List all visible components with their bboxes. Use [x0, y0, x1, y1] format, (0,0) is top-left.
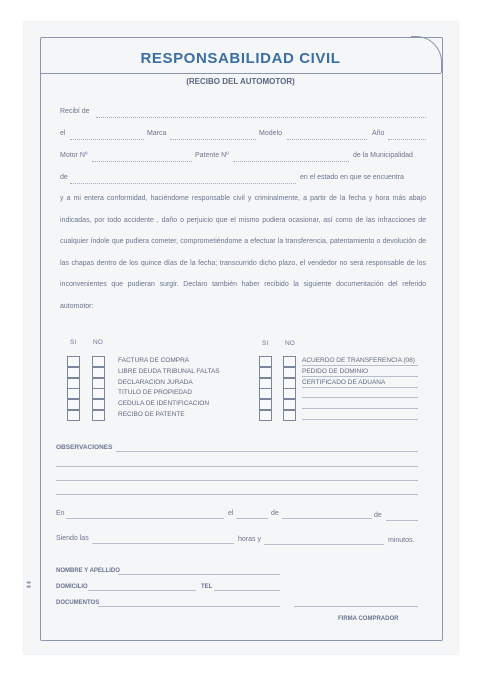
label-date-el: el	[228, 510, 234, 517]
checkbox-no-left-1[interactable]	[92, 367, 105, 378]
checkbox-no-right-0[interactable]	[283, 356, 296, 367]
label-el: el	[60, 130, 66, 137]
field-dia[interactable]	[236, 518, 268, 519]
checkbox-si-left-4[interactable]	[67, 399, 80, 410]
checkbox-si-left-1[interactable]	[67, 367, 80, 378]
checklist-item-left-5: RECIBO DE PATENTE	[118, 411, 185, 418]
label-marca: Marca	[147, 130, 167, 137]
checklist-line-right-2[interactable]	[302, 387, 418, 388]
field-patente[interactable]	[233, 161, 349, 162]
checkbox-no-left-4[interactable]	[92, 399, 105, 410]
checkbox-no-left-5[interactable]	[92, 410, 105, 421]
checkbox-no-right-5[interactable]	[283, 410, 296, 421]
checklist-item-right-2: CERTIFICADO DE ADUANA	[302, 379, 386, 386]
field-anio[interactable]	[386, 520, 418, 521]
obs-line-1[interactable]	[116, 451, 418, 452]
printer-mark: ▮ ▮	[26, 581, 32, 588]
obs-line-3[interactable]	[56, 480, 418, 481]
field-horas[interactable]	[92, 543, 234, 544]
checkbox-si-right-0[interactable]	[259, 356, 272, 367]
obs-line-4[interactable]	[56, 494, 418, 495]
label-municipalidad: de la Municipalidad	[353, 152, 413, 159]
declaration-paragraph: y a mi entera conformidad, haciéndome responsable civil y criminalmente, a partir de la fecha y hora más abajo indicadas, por todo accidente , daño o perjuicio que el mismo pudiera ocasionar, así como de las infracciones de cualquier índole que pudiera cometer, comprometiéndome a efectuar la transferencia, patentamiento o devolución de las chapas dentro de los quince días de la fecha; transcurrido dicho plazo, el vendedor no será responsable de los inconvenientes que pudieran surgir. Declaro también haber recibido la siguiente documentación del referido automotor:	[60, 195, 426, 310]
form-title: RESPONSABILIDAD CIVIL	[140, 50, 341, 67]
col-no-left: NO	[93, 339, 103, 346]
checkbox-si-right-5[interactable]	[259, 410, 272, 421]
field-minutos[interactable]	[264, 544, 384, 545]
form-subtitle: (RECIBO DEL AUTOMOTOR)	[186, 77, 295, 86]
label-patente: Patente Nº	[195, 152, 229, 159]
checkbox-no-left-3[interactable]	[92, 388, 105, 399]
checkbox-no-left-0[interactable]	[92, 356, 105, 367]
checkbox-no-right-4[interactable]	[283, 399, 296, 410]
checklist-item-left-1: LIBRE DEUDA TRIBUNAL FALTAS	[118, 368, 220, 375]
label-modelo: Modelo	[259, 130, 282, 137]
label-minutos: minutos.	[388, 537, 415, 544]
checkbox-si-right-1[interactable]	[259, 367, 272, 378]
label-en: En	[56, 510, 65, 517]
checklist-item-right-0: ACUERDO DE TRANSFERENCIA (08)	[302, 357, 415, 364]
label-horas: horas y	[238, 536, 261, 543]
field-marca[interactable]	[170, 139, 256, 140]
field-ano[interactable]	[388, 139, 426, 140]
field-tel[interactable]	[214, 590, 280, 591]
checklist-item-left-0: FACTURA DE COMPRA	[118, 357, 190, 364]
label-motor: Motor Nº	[60, 152, 88, 159]
field-nombre[interactable]	[118, 574, 280, 575]
label-estado: en el estado en que se encuentra	[300, 174, 404, 181]
label-ano: Año	[372, 130, 385, 137]
field-mes[interactable]	[282, 518, 372, 519]
obs-line-2[interactable]	[56, 466, 418, 467]
checkbox-si-right-4[interactable]	[259, 399, 272, 410]
field-modelo[interactable]	[287, 139, 367, 140]
checkbox-si-left-5[interactable]	[67, 410, 80, 421]
checklist-line-right-0[interactable]	[302, 365, 418, 366]
checkbox-no-right-3[interactable]	[283, 388, 296, 399]
field-motor[interactable]	[92, 161, 192, 162]
checkbox-si-left-0[interactable]	[67, 356, 80, 367]
col-si-right: SI	[262, 340, 269, 347]
field-el[interactable]	[70, 139, 144, 140]
col-no-right: NO	[285, 340, 295, 347]
label-de: de	[60, 174, 68, 181]
label-firma-comprador: FIRMA COMPRADOR	[338, 616, 399, 622]
checklist-item-left-2: DECLARACION JURADA	[118, 379, 193, 386]
field-documentos[interactable]	[98, 606, 280, 607]
label-observaciones: OBSERVACIONES	[56, 444, 113, 451]
checklist-line-right-4[interactable]	[302, 408, 418, 409]
field-lugar[interactable]	[66, 518, 224, 519]
field-recibi-de[interactable]	[96, 117, 426, 118]
field-firma[interactable]	[294, 606, 418, 607]
label-date-de1: de	[271, 510, 279, 517]
label-siendo: Siendo las	[56, 535, 89, 542]
checklist-item-right-1: PEDIDO DE DOMINIO	[302, 368, 369, 375]
checkbox-si-left-3[interactable]	[67, 388, 80, 399]
checklist-line-right-5[interactable]	[302, 419, 418, 420]
label-nombre: NOMBRE Y APELLIDO	[56, 568, 120, 574]
field-municipalidad[interactable]	[70, 183, 296, 184]
checklist-line-right-1[interactable]	[302, 376, 418, 377]
checkbox-si-right-3[interactable]	[259, 388, 272, 399]
checklist-line-right-3[interactable]	[302, 397, 418, 398]
label-recibi-de: Recibí de	[60, 108, 90, 115]
checklist-item-left-4: CEDULA DE IDENTIFICACION	[118, 400, 210, 407]
field-domicilio[interactable]	[88, 590, 196, 591]
checklist-item-left-3: TITULO DE PROPIEDAD	[118, 389, 193, 396]
label-tel: TEL	[201, 584, 213, 590]
label-documentos: DOCUMENTOS	[56, 600, 100, 606]
label-domicilio: DOMICILIO	[56, 584, 88, 590]
label-date-de2: de	[374, 512, 382, 519]
col-si-left: SI	[70, 339, 77, 346]
checkbox-no-right-1[interactable]	[283, 367, 296, 378]
